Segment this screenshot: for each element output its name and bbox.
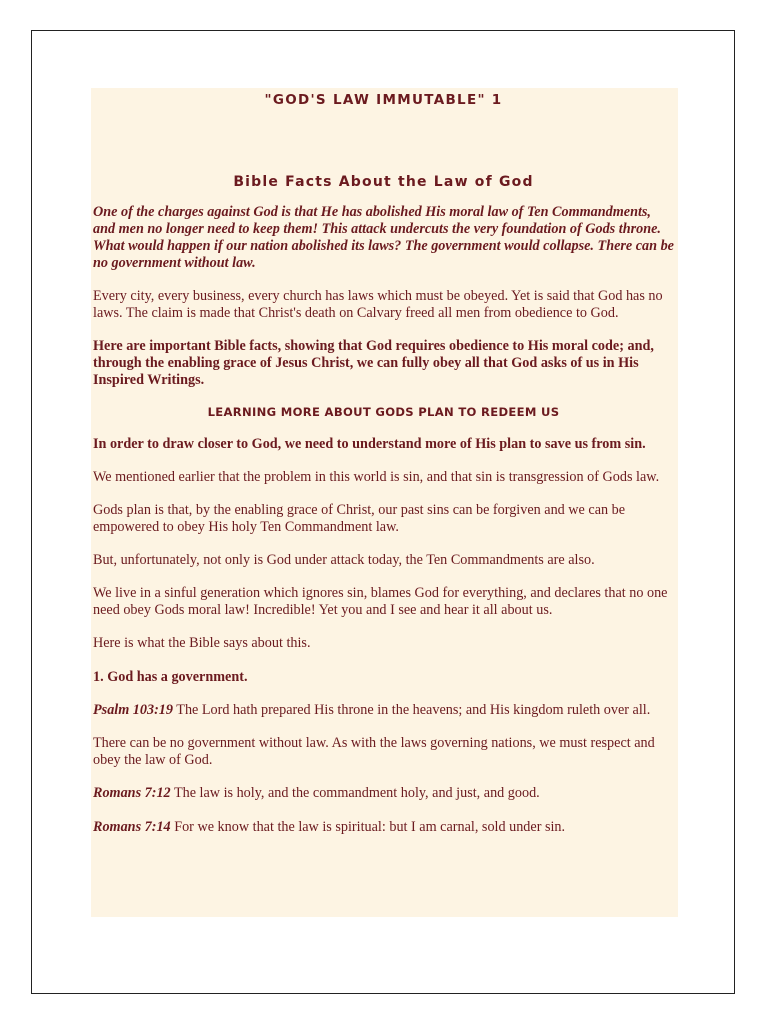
paragraph-draw-closer: In order to draw closer to God, we need to understand more of His plan to save us from sin. (93, 436, 646, 452)
document-title: "GOD'S LAW IMMUTABLE" 1 (264, 92, 503, 108)
verse-psalm (93, 702, 674, 719)
paragraph-under-attack: But, unfortunately, not only is God under attack today, the Ten Commandments are also. (93, 552, 595, 568)
paragraph-sin-problem: We mentioned earlier that the problem in this world is sin, and that sin is transgression of Gods law. (93, 469, 660, 485)
paragraph-sinful-generation: We live in a sinful generation which ignores sin, blames God for everything, and declares that no one need obey Gods moral law! Incredible! Yet you and I see and hear it all about us. (93, 585, 668, 618)
paragraph-no-government: There can be no government without law. As with the laws governing nations, we must respect and obey the law of God. (93, 735, 655, 768)
verse-text: For we know that the law is spiritual: but I am carnal, sold under sin. (170, 819, 566, 835)
verse-reference: Romans 7:14 (93, 819, 171, 835)
verse-text: The Lord hath prepared His throne in the heavens; and His kingdom ruleth over all. (173, 702, 651, 718)
paragraph-gods-plan: Gods plan is that, by the enabling grace of Christ, our past sins can be forgiven and we can be empowered to obey His holy Ten Commandment law. (93, 502, 626, 535)
section-heading: LEARNING MORE ABOUT GODS PLAN TO REDEEM US (207, 405, 560, 419)
paragraph-laws: Every city, every business, every church has laws which must be obeyed. Yet is said that God has no laws. The claim is made that Christ's death on Calvary freed all men from obedience to God. (93, 288, 663, 321)
verse-reference: Romans 7:12 (93, 785, 171, 801)
document-content (91, 88, 678, 917)
verse-romans-7-14 (93, 819, 674, 836)
point-god-has-government: 1. God has a government. (93, 669, 248, 685)
verse-text: The law is holy, and the commandment holy, and just, and good. (170, 785, 540, 801)
document-subtitle: Bible Facts About the Law of God (233, 174, 534, 190)
paragraph-bible-facts: Here are important Bible facts, showing that God requires obedience to His moral code; and, through the enabling grace of Jesus Christ, we can fully obey all that God asks of us in His Inspired Writings. (93, 338, 654, 388)
paragraph-bible-says: Here is what the Bible says about this. (93, 635, 311, 651)
verse-romans-7-12 (93, 785, 674, 802)
intro-paragraph: One of the charges against God is that He has abolished His moral law of Ten Commandments, and men no longer need to keep them! This attack undercuts the very foundation of Gods throne. What would happen if our nation abolished its laws? The government would collapse. There can be no government without law. (93, 204, 674, 271)
verse-reference: Psalm 103:19 (93, 702, 173, 718)
